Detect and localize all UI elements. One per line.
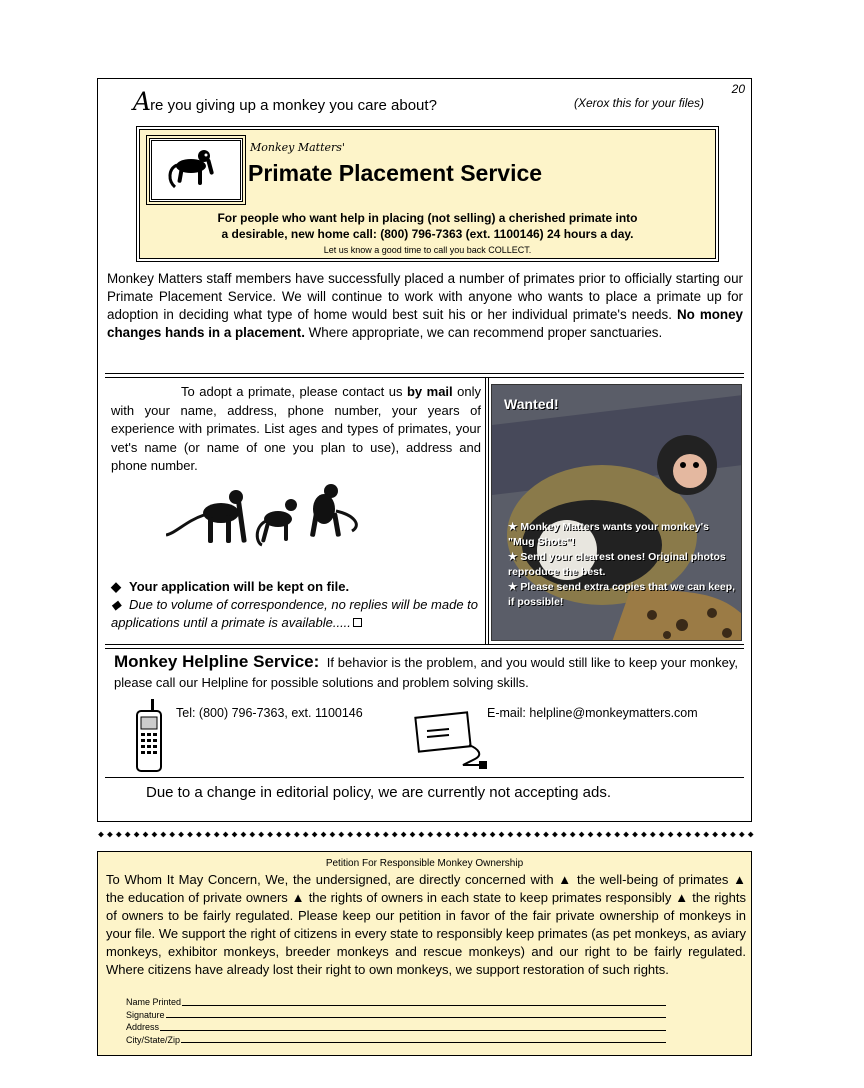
column-divider	[485, 377, 486, 644]
headline-initial: A	[133, 87, 151, 116]
service-kicker: Monkey Matters'	[250, 141, 345, 154]
application-bullets	[111, 578, 481, 632]
diamond-dot-divider	[97, 830, 754, 840]
mug-shots-note-1: ★ Monkey Matters wants your monkey's "Mug Shots"!	[508, 521, 709, 548]
adopt-text-b: only with your name, address, phone number, your years of experience with primates. List ages and types of primates, your vet's name (or name of one you plan to use), address and phone number.	[111, 384, 482, 473]
page-number: 20	[731, 82, 745, 96]
diamond-bullet-icon: ◆	[111, 597, 121, 612]
adopt-bold: by mail	[406, 384, 453, 399]
field-signature[interactable]: Signature	[126, 1009, 666, 1022]
column-divider	[488, 377, 489, 644]
petition-signature-fields	[126, 996, 666, 1046]
divider-rule	[105, 777, 744, 778]
field-address[interactable]: Address	[126, 1021, 666, 1034]
helpline-text: If behavior is the problem, and you would still like to keep your monkey, please call our Helpline for possible solutions and problem solving skills.	[114, 655, 738, 690]
headline	[133, 87, 437, 116]
divider-rule	[105, 377, 744, 378]
ads-policy-note: Due to a change in editorial policy, we are currently not accepting ads.	[146, 784, 611, 801]
staff-text-after: Where appropriate, we can recommend proper sanctuaries.	[304, 325, 663, 340]
helpline-email: E-mail: helpline@monkeymatters.com	[487, 706, 698, 720]
diamond-bullet-icon: ◆	[111, 579, 121, 594]
newsletter-page-frame	[97, 78, 752, 822]
placement-service-box	[136, 126, 719, 262]
monkey-photo	[491, 384, 742, 641]
petition-body: To Whom It May Concern, We, the undersigned, are directly concerned with ▲ the well-being of primates ▲ the education of private owners ▲ the rights of owners in each state to keep primates responsibly ▲ the rights of owners to be fairly regulated. Please keep our petition in favor of the fair private ownership of monkeys in your file. We support the right of citizens in every state to responsibly keep primates (as pet monkeys, as aviary monkeys, exhibitor monkeys, breeder monkeys and rescue monkeys) and our right to be fairly regulated. Where citizens have already lost their right to own monkeys, we support restoration of such rights.	[106, 872, 746, 977]
mug-shots-note-2: ★ Send your clearest ones! Original photos reproduce the best.	[508, 551, 726, 578]
service-description	[140, 210, 715, 242]
monkeys-illustration	[166, 483, 366, 553]
divider-rule	[105, 373, 744, 374]
divider-rule	[105, 644, 744, 645]
mug-shots-notes	[508, 520, 736, 610]
staff-bold-text: No money changes hands in a placement.	[107, 307, 743, 340]
field-name-printed[interactable]: Name Printed	[126, 996, 666, 1009]
divider-rule	[105, 648, 744, 649]
helpline-phone: Tel: (800) 796-7363, ext. 1100146	[176, 706, 363, 720]
mug-shots-note-3: ★ Please send extra copies that we can keep, if possible!	[508, 581, 736, 608]
monkey-logo-icon	[149, 138, 243, 202]
xerox-note: (Xerox this for your files)	[574, 96, 705, 110]
helpline-paragraph	[114, 652, 738, 693]
bullet-kept-on-file: ◆ Your application will be kept on file.	[111, 579, 350, 594]
adopt-text-a: To adopt a primate, please contact us	[181, 384, 407, 399]
checkbox-square-icon	[353, 618, 362, 627]
service-title: Primate Placement Service	[248, 160, 543, 186]
cell-phone-icon	[135, 699, 163, 773]
staff-paragraph	[107, 270, 743, 342]
service-desc-line1: For people who want help in placing (not selling) a cherished primate into	[217, 211, 638, 225]
wanted-label: Wanted!	[504, 396, 559, 412]
field-city-state-zip[interactable]: City/State/Zip	[126, 1034, 666, 1047]
petition-box	[97, 851, 752, 1056]
placement-service-inner	[139, 129, 716, 259]
bullet-no-replies: ◆ Due to volume of correspondence, no replies will be made to applications until a primate is available.....	[111, 597, 479, 630]
headline-text: re you giving up a monkey you care about?	[150, 97, 437, 114]
adopt-paragraph	[111, 383, 481, 476]
envelope-plug-icon	[413, 711, 493, 771]
petition-title: Petition For Responsible Monkey Ownership	[325, 858, 524, 869]
service-desc-line2: a desirable, new home call: (800) 796-7363 (ext. 1100146) 24 hours a day.	[221, 227, 634, 241]
service-callback-note: Let us know a good time to call you back COLLECT.	[323, 245, 532, 255]
helpline-title: Monkey Helpline Service:	[114, 652, 320, 671]
staff-text: Monkey Matters staff members have successfully placed a number of primates prior to officially starting our Primate Placement Service. We will continue to work with anyone who wants to place a primate up for adoption in deciding what type of home would best suit his or her individual primate's needs.	[107, 271, 743, 322]
